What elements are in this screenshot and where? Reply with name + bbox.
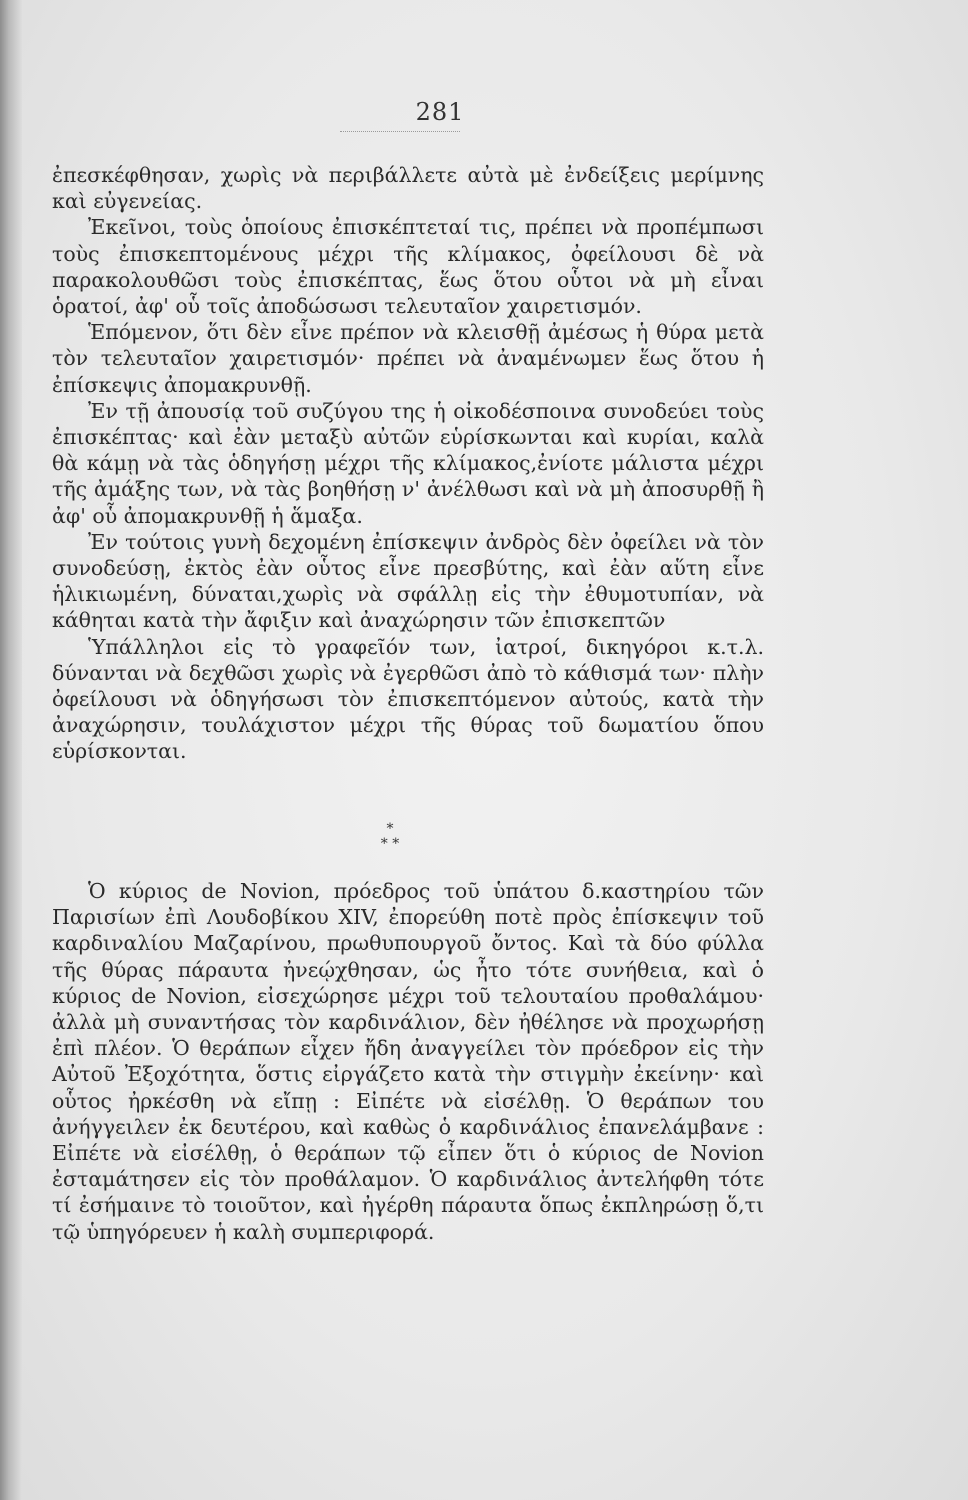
header-rule (340, 131, 460, 132)
paragraph: ἐπεσκέφθησαν, χωρὶς νὰ περιβάλλετε αὐτὰ μὲ ἐνδείξεις μερίμνης καὶ εὐγενείας. (52, 163, 764, 214)
paragraph: Ὁ κύριος de Novion, πρόεδρος τοῦ ὑπάτου δ.καστηρίου τῶν Παρισίων ἐπὶ Λουδοβίκου XIV, ἐπορεύθη ποτὲ πρὸς ἐπίσκεψιν τοῦ καρδιναλίου Μαζαρίνου, πρωθυπουργοῦ ὄντος. Καὶ τὰ δύο φύλλα τῆς θύρας πάραυτα ἠνεῴχθησαν, ὡς ἦτο τότε συνήθεια, καὶ ὁ κύριος de Novion, εἰσεχώρησε μέχρι τοῦ τελουταίου προθαλάμου· ἀλλὰ μὴ συναντήσας τὸν καρδινάλιον, δὲν ἠθέλησε νὰ προχωρήσῃ ἐπὶ πλέον. Ὁ θεράπων εἶχεν ἤδη ἀναγγείλει τὸν πρόεδρον εἰς τὴν Αὐτοῦ Ἐξοχότητα, ὅστις εἰργάζετο κατὰ τὴν στιγμὴν ἐκείνην· καὶ οὗτος ἠρκέσθη νὰ εἴπῃ : Εἰπέτε νὰ εἰσέλθῃ. Ὁ θεράπων του ἀνήγγειλεν ἐκ δευτέρου, καὶ καθὼς ὁ καρδινάλιος ἐπανελάμβανε : Εἰπέτε νὰ εἰσέλθῃ, ὁ θεράπων τῷ εἶπεν ὅτι ὁ κύριος de Novion ἐσταμάτησεν εἰς τὸν προθάλαμον. Ὁ καρδινάλιος ἀντελήφθη τότε τί ἐσήμαινε τὸ τοιοῦτον, καὶ ἠγέρθη πάραυτα ὅπως ἐκπληρώσῃ ὅ,τι τῷ ὑπηγόρευεν ἡ καλὴ συμπεριφορά. (52, 879, 764, 1244)
paragraph: Ἐκεῖνοι, τοὺς ὁποίους ἐπισκέπτεταί τις, πρέπει νὰ προπέμπωσι τοὺς ἐπισκεπτομένους μέχρι τῆς κλίμακος, ὀφείλουσι δὲ νὰ παρακολουθῶσι τοὺς ἐπισκέπτας, ἕως ὅτου οὗτοι νὰ μὴ εἶναι ὁρατοί, ἀφ' οὗ τοῖς ἀποδώσωσι τελευταῖον χαιρετισμόν. (52, 215, 764, 319)
page-number: 281 (415, 98, 465, 126)
section-separator (360, 822, 420, 852)
section-etiquette-visits (52, 162, 764, 765)
section-anecdote-novion (52, 878, 764, 1245)
separator-bottom: * * (380, 836, 400, 852)
paragraph: Ὑπάλληλοι εἰς τὸ γραφεῖόν των, ἰατροί, δικηγόροι κ.τ.λ. δύνανται νὰ δεχθῶσι χωρὶς νὰ ἐγερθῶσι ἀπὸ τὸ κάθισμά των· πλὴν ὀφείλουσι νὰ ὁδηγήσωσι τὸν ἐπισκεπτόμενον αὐτούς, κατὰ τὴν ἀναχώρησιν, τουλάχιστον μέχρι τῆς θύρας τοῦ δωματίου ὅπου εὑρίσκονται. (52, 634, 764, 764)
paragraph: Ἑπόμενον, ὅτι δὲν εἶνε πρέπον νὰ κλεισθῇ ἀμέσως ἡ θύρα μετὰ τὸν τελευταῖον χαιρετισμόν· πρέπει νὰ ἀναμένωμεν ἕως ὅτου ἡ ἐπίσκεψις ἀπομακρυνθῇ. (52, 320, 764, 397)
paragraph: Ἐν τούτοις γυνὴ δεχομένη ἐπίσκεψιν ἀνδρὸς δὲν ὀφείλει νὰ τὸν συνοδεύσῃ, ἐκτὸς ἐὰν οὗτος εἶνε πρεσβύτης, καὶ ἐὰν αὕτη εἶνε ἡλικιωμένη, δύναται,χωρὶς νὰ σφάλλῃ εἰς τὴν ἐθυμοτυπίαν, νὰ κάθηται κατὰ τὴν ἄφιξιν καὶ ἀναχώρησιν τῶν ἐπισκεπτῶν (52, 529, 764, 633)
separator-top: * (386, 821, 394, 837)
binding-edge (0, 0, 22, 1500)
paragraph: Ἐν τῇ ἀπουσίᾳ τοῦ συζύγου της ἡ οἰκοδέσποινα συνοδεύει τοὺς ἐπισκέπτας· καὶ ἐὰν μεταξὺ αὐτῶν εὑρίσκωνται καὶ κυρίαι, καλὰ θὰ κάμῃ νὰ τὰς ὁδηγήσῃ μέχρι τῆς κλίμακος,ἐνίοτε μάλιστα μέχρι τῆς ἀμάξης των, νὰ τὰς βοηθήσῃ ν' ἀνέλθωσι καὶ νὰ μὴ ἀποσυρθῇ ἢ ἀφ' οὗ ἀπομακρυνθῇ ἡ ἅμαξα. (52, 398, 764, 528)
